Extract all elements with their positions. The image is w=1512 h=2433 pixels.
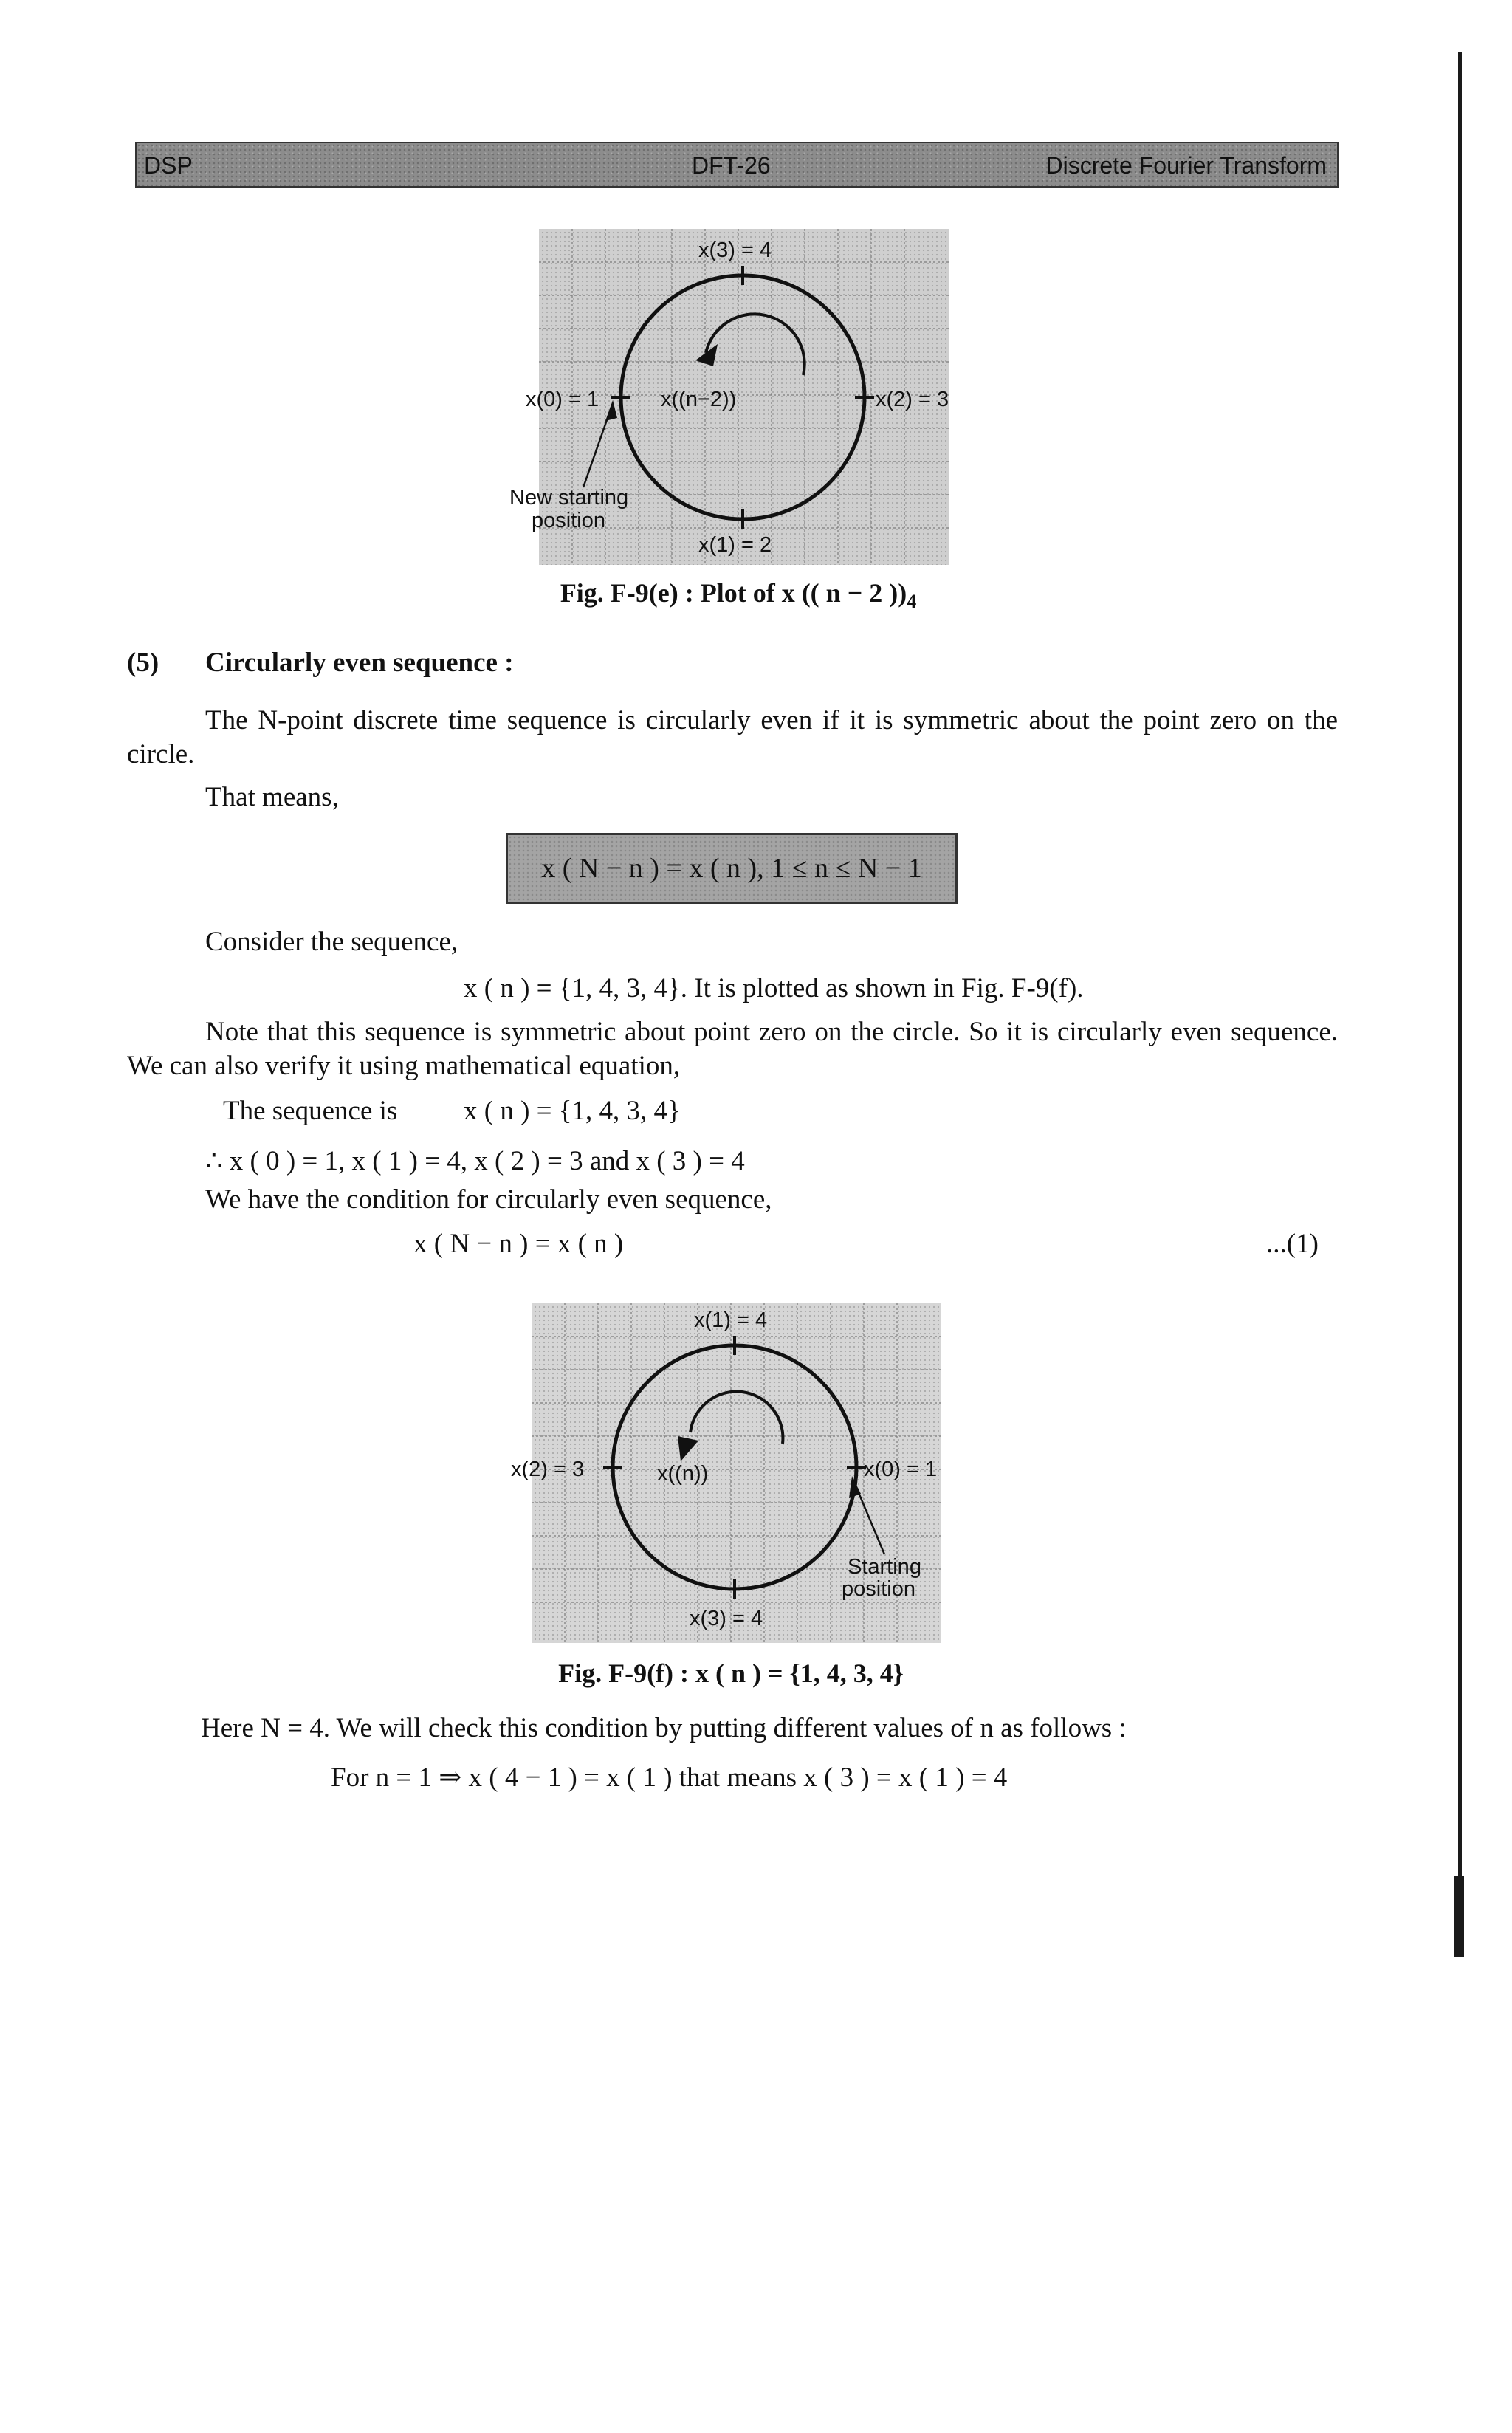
paragraph-that-means: That means, bbox=[205, 782, 339, 812]
label-top: x(1) = 4 bbox=[694, 1308, 768, 1332]
figure-f9e-caption: Fig. F-9(e) : Plot of x (( n − 2 ))$_4$ bbox=[560, 578, 917, 613]
label-center: x((n)) bbox=[657, 1462, 709, 1486]
sequence-value: x ( n ) = {1, 4, 3, 4} bbox=[464, 1096, 681, 1126]
label-right: x(0) = 1 bbox=[864, 1458, 938, 1481]
label-bottom: x(1) = 2 bbox=[698, 533, 772, 557]
sequence-label: The sequence is bbox=[223, 1096, 398, 1126]
paragraph-definition: The N-point discrete time sequence is circularly even if it is symmetric about the point zero on the circle. bbox=[127, 705, 1338, 770]
equation-1-number: ...(1) bbox=[1266, 1229, 1319, 1259]
equation-box bbox=[506, 833, 958, 904]
equation-text: x ( N − n ) = x ( n ), 1 ≤ n ≤ N − 1 bbox=[541, 853, 922, 884]
label-right: x(2) = 3 bbox=[876, 388, 949, 411]
section-title: Circularly even sequence : bbox=[205, 648, 514, 678]
header-left: DSP bbox=[144, 152, 193, 179]
note-line2: position bbox=[842, 1577, 915, 1601]
paragraph-note: Note that this sequence is symmetric about point zero on the circle. So it is circularly even sequence. We can also verify it using mathematical equation, bbox=[127, 1017, 1338, 1082]
sequence-definition: x ( n ) = {1, 4, 3, 4}. It is plotted as shown in Fig. F-9(f). bbox=[464, 973, 1084, 1003]
page-header bbox=[135, 142, 1339, 188]
label-left: x(2) = 3 bbox=[511, 1458, 585, 1481]
figure-f9f bbox=[480, 1296, 967, 1643]
equation-1: x ( N − n ) = x ( n ) bbox=[413, 1229, 624, 1259]
note-line1: Starting bbox=[848, 1555, 921, 1579]
section-number: (5) bbox=[127, 648, 159, 678]
header-page-number: DFT-26 bbox=[692, 152, 771, 179]
paragraph-consider: Consider the sequence, bbox=[205, 927, 458, 957]
paragraph-condition: We have the condition for circularly even sequence, bbox=[205, 1184, 772, 1215]
note-line2: position bbox=[532, 509, 605, 532]
paragraph-check: Here N = 4. We will check this condition by putting different values of n as follows : bbox=[201, 1713, 1127, 1743]
note-line1: New starting bbox=[509, 486, 629, 509]
scan-edge-line bbox=[1458, 52, 1462, 1942]
label-left: x(0) = 1 bbox=[526, 388, 599, 411]
label-bottom: x(3) = 4 bbox=[690, 1607, 763, 1630]
label-center: x((n−2)) bbox=[661, 388, 737, 411]
sample-values: ∴ x ( 0 ) = 1, x ( 1 ) = 4, x ( 2 ) = 3 and x ( 3 ) = 4 bbox=[205, 1146, 745, 1176]
scan-edge-mark bbox=[1454, 1876, 1464, 1957]
header-chapter-title: Discrete Fourier Transform bbox=[1045, 152, 1327, 179]
figure-f9e bbox=[487, 222, 975, 569]
label-top: x(3) = 4 bbox=[698, 239, 772, 262]
check-n1: For n = 1 ⇒ x ( 4 − 1 ) = x ( 1 ) that means x ( 3 ) = x ( 1 ) = 4 bbox=[331, 1763, 1008, 1793]
figure-f9f-caption: Fig. F-9(f) : x ( n ) = {1, 4, 3, 4} bbox=[558, 1658, 904, 1688]
